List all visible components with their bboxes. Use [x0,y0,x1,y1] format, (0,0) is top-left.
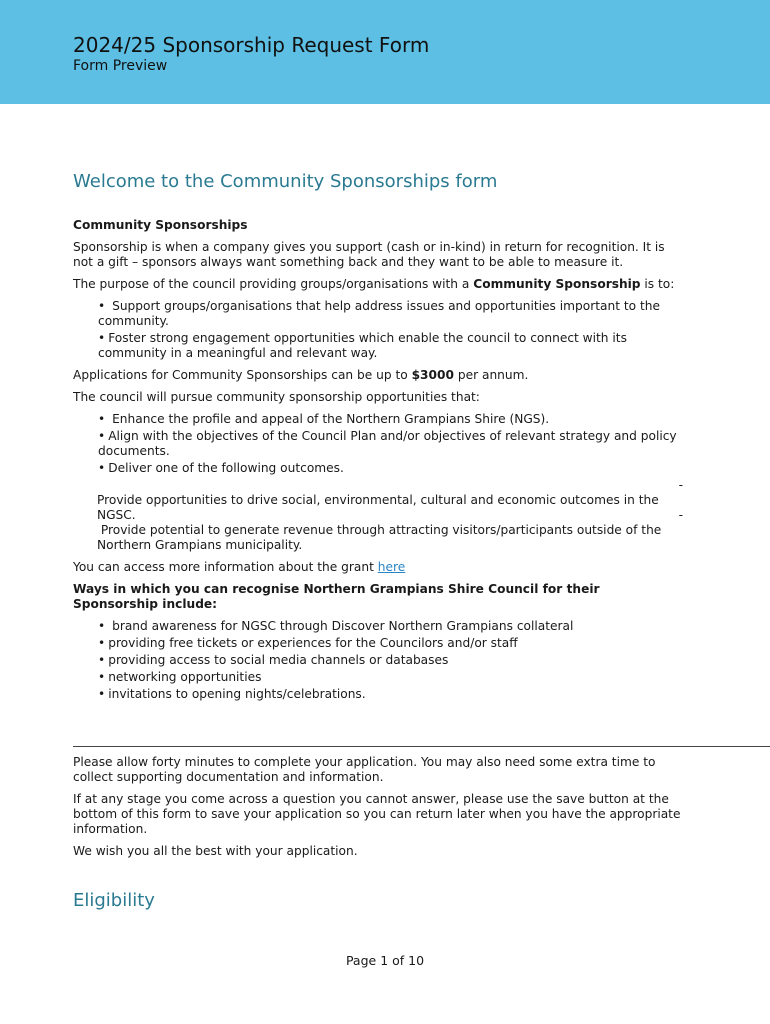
list-item: • Support groups/organisations that help address issues and opportunities important to the community. [98,299,660,328]
list-item: • networking opportunities [98,670,262,684]
page-indicator: Page 1 of 10 [345,953,425,968]
recognise-list [73,619,683,702]
outcomes-block: - Provide opportunities to drive social, environmental, cultural and economic outcomes in the NGSC. - Provide potential to generate revenue through attracting visitors/participants outside of the Northern Grampians municipality. [97,478,683,552]
page-header [0,0,770,104]
best-wishes: We wish you all the best with your application. [73,844,358,858]
instructions-block [73,755,683,866]
list-item: • Align with the objectives of the Council Plan and/or objectives of relevant strategy and policy documents. [98,429,677,458]
recognise-heading: Ways in which you can recognise Northern Grampians Shire Council for their Sponsorship include: [73,582,600,611]
grant-info-link[interactable]: here [377,560,406,574]
purpose-paragraph: The purpose of the council providing groups/organisations with a Community Sponsorship is to: [73,277,675,291]
intro-content [73,170,683,709]
section-divider [73,746,770,747]
list-item: • Deliver one of the following outcomes. [98,461,344,475]
welcome-heading: Welcome to the Community Sponsorships form [73,171,498,192]
eligibility-heading: Eligibility [73,890,155,911]
list-item: • providing free tickets or experiences for the Councilors and/or staff [98,636,518,650]
pursue-paragraph: The council will pursue community sponsorship opportunities that: [73,390,480,404]
save-note: If at any stage you come across a question you cannot answer, please use the save button at the bottom of this form to save your application so you can return later when you have the appropriate information. [73,792,681,836]
list-item: • brand awareness for NGSC through Discover Northern Grampians collateral [98,619,574,633]
intro-paragraph: Sponsorship is when a company gives you support (cash or in-kind) in return for recognition. It is not a gift – sponsors always want something back and they want to be able to measure it. [73,240,665,269]
purpose-list [73,299,683,361]
grant-info: You can access more information about the grant here [73,560,406,574]
list-item: • Foster strong engagement opportunities which enable the council to connect with its community in a meaningful and relevant way. [98,331,627,360]
list-item: • providing access to social media channels or databases [98,653,449,667]
list-item: • Enhance the profile and appeal of the Northern Grampians Shire (NGS). [98,412,550,426]
form-title: 2024/25 Sponsorship Request Form [73,33,430,57]
section-title: Community Sponsorships [73,218,248,232]
pursue-list [73,412,683,476]
outcome-item: Provide potential to generate revenue through attracting visitors/participants outside of the Northern Grampians municipality. [97,523,662,552]
time-note: Please allow forty minutes to complete your application. You may also need some extra time to collect supporting documentation and information. [73,755,656,784]
form-subtitle: Form Preview [73,58,168,74]
amount-paragraph: Applications for Community Sponsorships can be up to $3000 per annum. [73,368,529,382]
list-item: • invitations to opening nights/celebrations. [98,687,366,701]
outcome-item: Provide opportunities to drive social, environmental, cultural and economic outcomes in the NGSC. [97,493,659,522]
